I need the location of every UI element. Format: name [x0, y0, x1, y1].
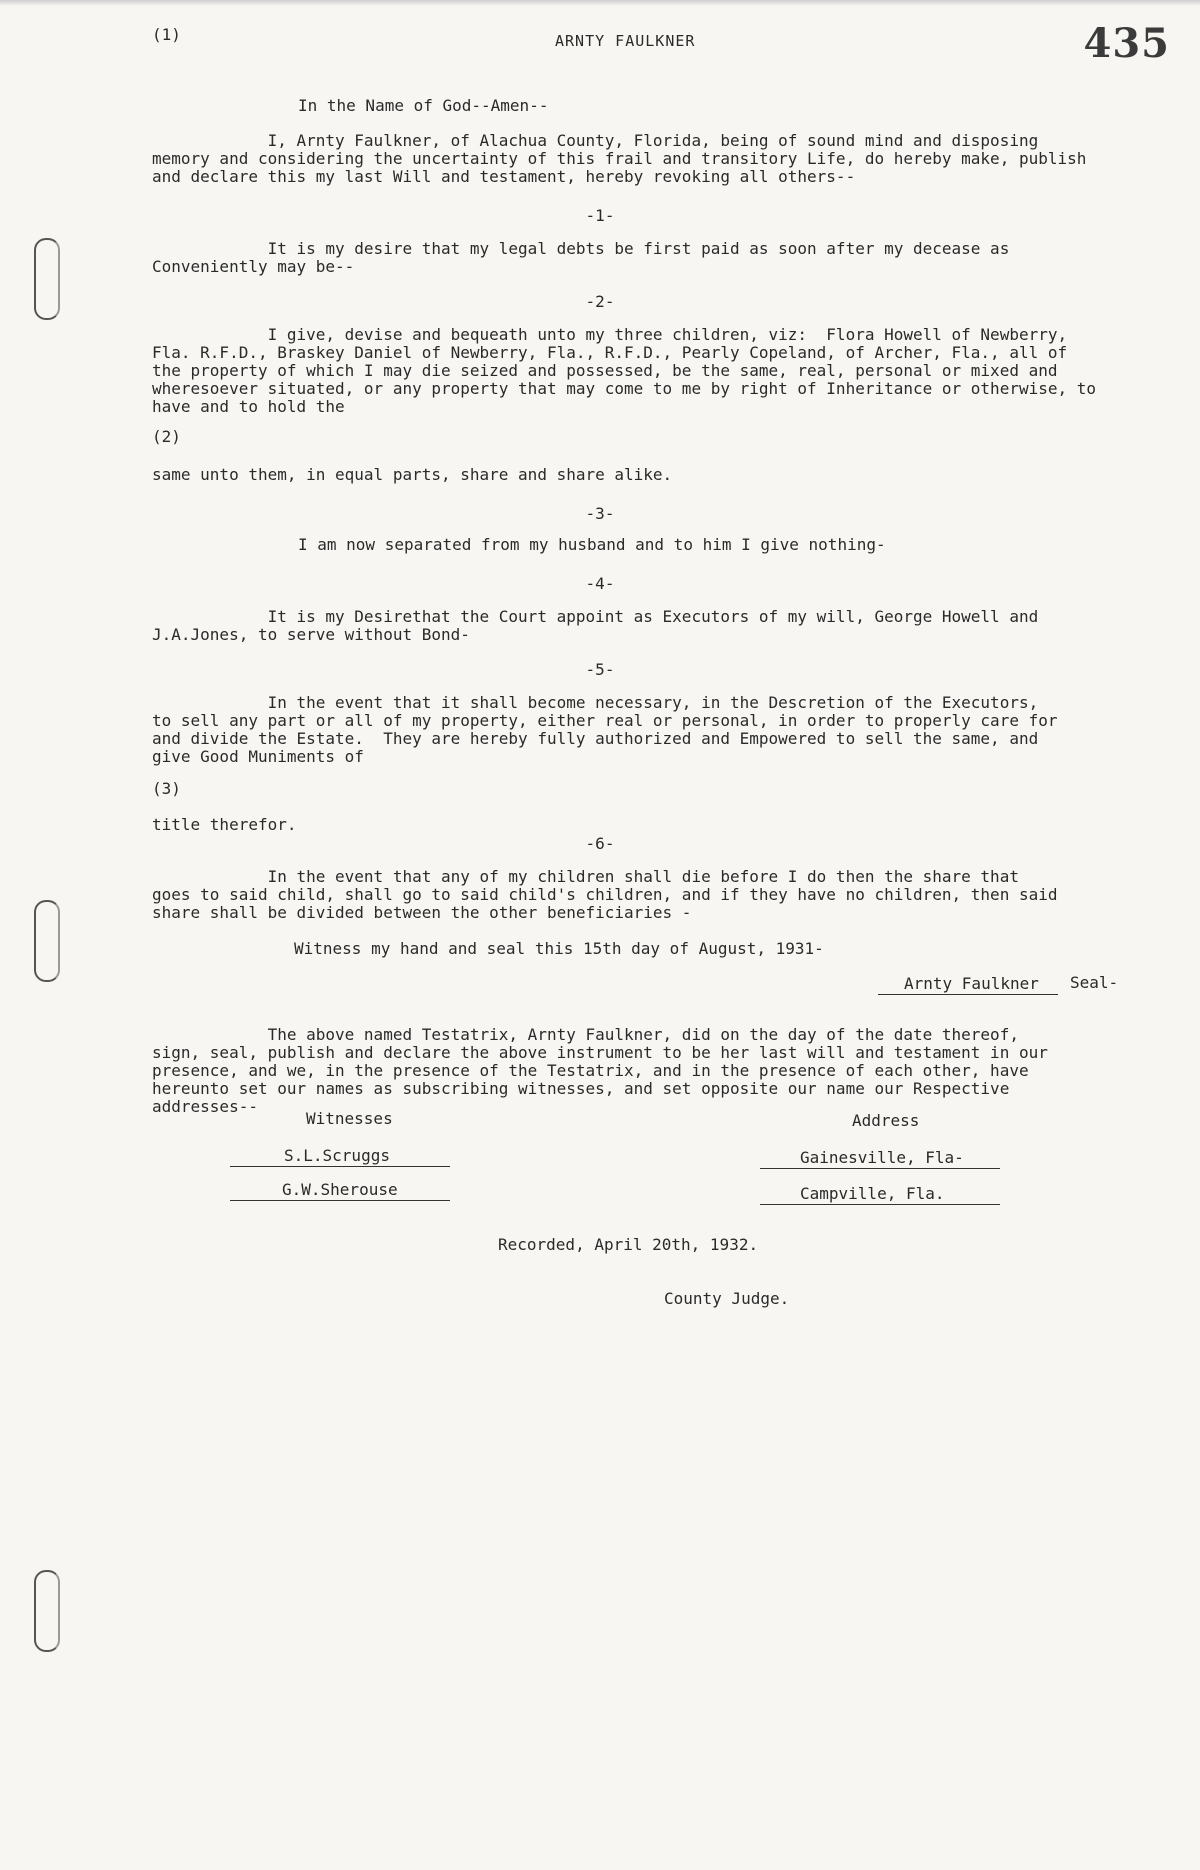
section-5-line: In the event that it shall become necessary, in the Descretion of the Executors,: [152, 693, 1039, 712]
seal-label: Seal-: [1070, 973, 1119, 992]
section-2-paragraph: [152, 326, 1162, 416]
section-heading-4: -4-: [585, 574, 615, 593]
witness-1-address: Gainesville, Fla-: [800, 1148, 964, 1167]
binder-ring-middle: [34, 900, 60, 982]
section-6-paragraph: [152, 868, 1162, 922]
section-2-line: I give, devise and bequeath unto my three children, viz: Flora Howell of Newberry,: [152, 325, 1068, 344]
recorded-date: Recorded, April 20th, 1932.: [498, 1235, 759, 1254]
page-number: 435: [1083, 20, 1170, 67]
section-3-text: I am now separated from my husband and to him I give nothing-: [298, 535, 886, 554]
witness-statement: Witness my hand and seal this 15th day of August, 1931-: [294, 939, 824, 958]
section-1-line: Conveniently may be--: [152, 257, 355, 276]
preamble-line: memory and considering the uncertainty of this frail and transitory Life, do hereby make, publish: [152, 149, 1087, 168]
section-5-line: and divide the Estate. They are hereby fully authorized and Empowered to sell the same, and: [152, 729, 1039, 748]
section-6-line: In the event that any of my children shall die before I do then the share that: [152, 867, 1019, 886]
address-label: Address: [852, 1111, 920, 1130]
section-heading-6: -6-: [585, 834, 615, 853]
county-judge-label: County Judge.: [664, 1289, 790, 1308]
witness-1-name: S.L.Scruggs: [284, 1146, 390, 1165]
attestation-line: addresses--: [152, 1097, 258, 1116]
invocation: In the Name of God--Amen--: [298, 96, 549, 115]
preamble-line: and declare this my last Will and testament, hereby revoking all others--: [152, 167, 856, 186]
section-2-line: wheresoever situated, or any property that may come to me by right of Inheritance or otherwise, to: [152, 379, 1097, 398]
witness-1-underline: [230, 1166, 450, 1167]
attestation-line: hereunto set our names as subscribing witnesses, and set opposite our name our Respective: [152, 1079, 1010, 1098]
section-4-paragraph: [152, 608, 1162, 644]
section-4-line: J.A.Jones, to serve without Bond-: [152, 625, 470, 644]
page-marker-3: (3): [152, 779, 181, 798]
witness-2-name: G.W.Sherouse: [282, 1180, 398, 1199]
section-5-line: give Good Muniments of: [152, 747, 364, 766]
section-5-paragraph: [152, 694, 1162, 766]
section-heading-1: -1-: [585, 206, 615, 225]
section-5-line: to sell any part or all of my property, either real or personal, in order to properly care for: [152, 711, 1058, 730]
section-4-line: It is my Desirethat the Court appoint as Executors of my will, George Howell and: [152, 607, 1039, 626]
attestation-line: The above named Testatrix, Arnty Faulkner, did on the day of the date thereof,: [152, 1025, 1019, 1044]
section-6-line: share shall be divided between the other beneficiaries -: [152, 903, 692, 922]
section-5-continuation: title therefor.: [152, 815, 297, 834]
section-heading-5: -5-: [585, 660, 615, 679]
section-heading-3: -3-: [585, 504, 615, 523]
page-marker-2: (2): [152, 427, 181, 446]
section-1-paragraph: [152, 240, 1162, 276]
witness-1-address-underline: [760, 1168, 1000, 1169]
section-1-line: It is my desire that my legal debts be first paid as soon after my decease as: [152, 239, 1010, 258]
witness-2-address-underline: [760, 1204, 1000, 1205]
section-6-line: goes to said child, shall go to said child's children, and if they have no children, then said: [152, 885, 1058, 904]
document-title: ARNTY FAULKNER: [555, 32, 696, 50]
witness-2-underline: [230, 1200, 450, 1201]
section-2-line: have and to hold the: [152, 397, 345, 416]
witnesses-label: Witnesses: [306, 1109, 393, 1128]
section-heading-2: -2-: [585, 292, 615, 311]
signature-underline: [878, 994, 1058, 995]
binder-ring-bottom: [34, 1570, 60, 1652]
section-2-line: the property of which I may die seized and possessed, be the same, real, personal or mixed and: [152, 361, 1058, 380]
testatrix-signature: Arnty Faulkner: [904, 974, 1039, 993]
section-2-continuation: same unto them, in equal parts, share and share alike.: [152, 465, 673, 484]
section-2-line: Fla. R.F.D., Braskey Daniel of Newberry, Fla., R.F.D., Pearly Copeland, of Archer, Fla., all of: [152, 343, 1068, 362]
preamble-line: I, Arnty Faulkner, of Alachua County, Florida, being of sound mind and disposing: [152, 131, 1039, 150]
attestation-line: sign, seal, publish and declare the above instrument to be her last will and testament in our: [152, 1043, 1048, 1062]
attestation-line: presence, and we, in the presence of the Testatrix, and in the presence of each other, have: [152, 1061, 1029, 1080]
witness-2-address: Campville, Fla.: [800, 1184, 945, 1203]
page-marker: (1): [152, 25, 181, 44]
attestation-paragraph: [152, 1026, 1162, 1116]
preamble-paragraph: [152, 132, 1162, 186]
